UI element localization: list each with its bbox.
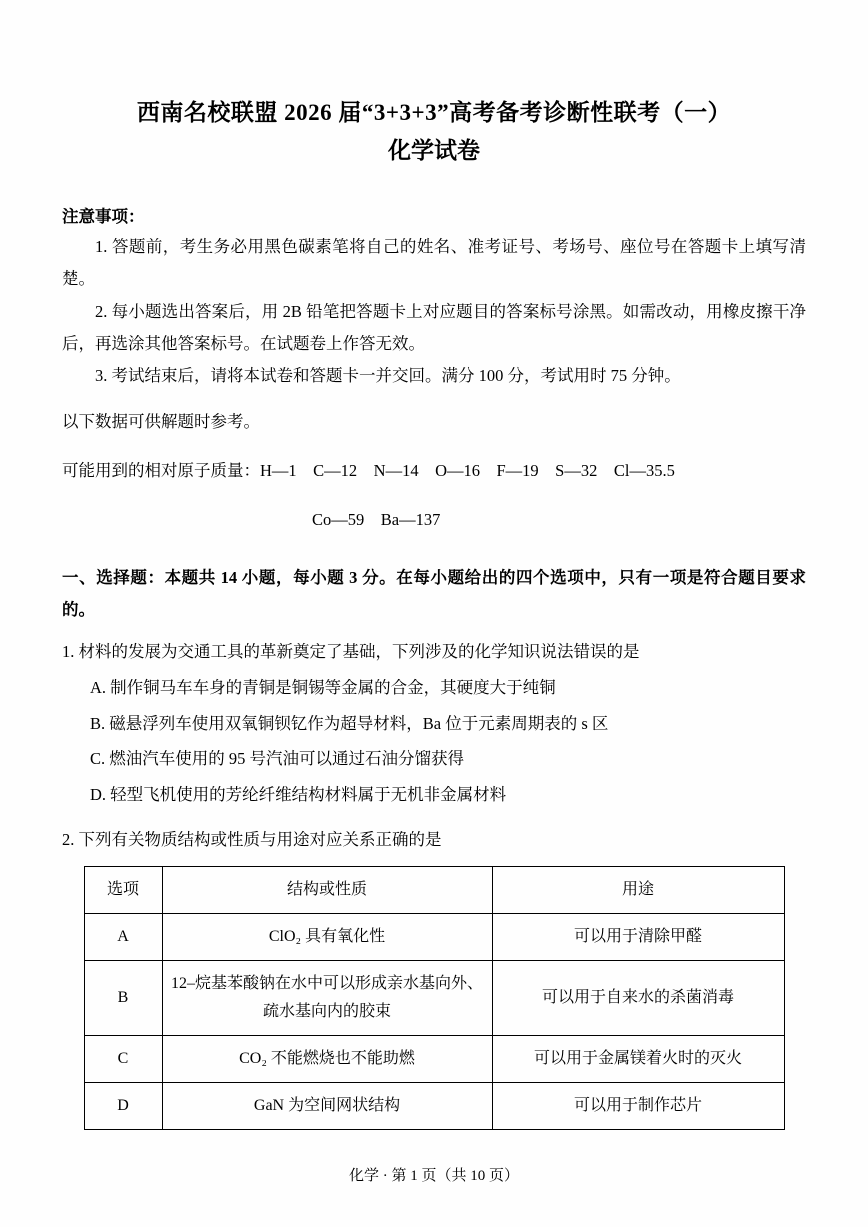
question-2-stem: 2. 下列有关物质结构或性质与用途对应关系正确的是 — [62, 830, 442, 850]
data-note-line-3: Co—59 Ba—137 — [312, 509, 441, 529]
table-header-property: 结构或性质 — [162, 867, 492, 914]
question-1-option-b: B. 磁悬浮列车使用双氧铜钡钇作为超导材料，Ba 位于元素周期表的 s 区 — [90, 713, 609, 733]
notice-item-3: 3. 考试结束后，请将本试卷和答题卡一并交回。满分 100 分，考试用时 75 分钟。 — [95, 365, 681, 385]
table-header-use: 用途 — [492, 867, 784, 914]
table-cell-property-b: 12–烷基苯酸钠在水中可以形成亲水基向外、疏水基向内的胶束 — [162, 961, 492, 1036]
table-cell-use-b: 可以用于自来水的杀菌消毒 — [492, 961, 784, 1036]
table-cell-property-d: GaN 为空间网状结构 — [162, 1083, 492, 1130]
question-1-options — [62, 670, 806, 812]
table-cell-use-c: 可以用于金属镁着火时的灭火 — [492, 1036, 784, 1083]
page-subtitle: 化学试卷 — [388, 137, 480, 163]
notice-item-1: 1. 答题前，考生务必用黑色碳素笔将自己的姓名、准考证号、考场号、座位号在答题卡上填写清楚。 — [62, 237, 806, 289]
question-2-table — [84, 866, 785, 1130]
question-1-option-a: A. 制作铜马车车身的青铜是铜锡等金属的合金，其硬度大于纯铜 — [90, 678, 556, 698]
table-header-row — [84, 867, 784, 914]
page-title: 西南名校联盟 2026 届“3+3+3”高考备考诊断性联考（一） — [136, 100, 732, 125]
table-row — [84, 1036, 784, 1083]
data-note-line-2: 可能用到的相对原子质量：H—1 C—12 N—14 O—16 F—19 S—32 Cl—35.5 — [62, 460, 675, 480]
question-1-option-c: C. 燃油汽车使用的 95 号汽油可以通过石油分馏获得 — [90, 749, 465, 769]
notice-item-2: 2. 每小题选出答案后，用 2B 铅笔把答题卡上对应题目的答案标号涂黑。如需改动，用橡皮擦干净后，再选涂其他答案标号。在试题卷上作答无效。 — [62, 301, 806, 353]
question-1-stem: 1. 材料的发展为交通工具的革新奠定了基础，下列涉及的化学知识说法错误的是 — [62, 642, 640, 662]
table-row — [84, 1083, 784, 1130]
notice-heading: 注意事项： — [62, 207, 145, 227]
table-cell-use-a: 可以用于清除甲醛 — [492, 914, 784, 961]
table-cell-property-a: ClO₂ 具有氧化性 — [162, 914, 492, 961]
table-cell-option-c: C — [84, 1036, 162, 1083]
page-footer: 化学 · 第 1 页（共 10 页） — [349, 1168, 519, 1184]
page-title-block — [62, 96, 806, 169]
table-cell-use-d: 可以用于制作芯片 — [492, 1083, 784, 1130]
section-1-heading: 一、选择题：本题共 14 小题，每小题 3 分。在每小题给出的四个选项中，只有一项是符合题目要求的。 — [62, 567, 806, 619]
data-note-line-1: 以下数据可供解题时参考。 — [62, 412, 260, 432]
table-cell-option-b: B — [84, 961, 162, 1036]
question-1-option-d: D. 轻型飞机使用的芳纶纤维结构材料属于无机非金属材料 — [90, 784, 507, 804]
table-row — [84, 914, 784, 961]
table-cell-property-c: CO₂ 不能燃烧也不能助燃 — [162, 1036, 492, 1083]
table-row — [84, 961, 784, 1036]
table-header-option: 选项 — [84, 867, 162, 914]
table-cell-option-a: A — [84, 914, 162, 961]
table-cell-option-d: D — [84, 1083, 162, 1130]
